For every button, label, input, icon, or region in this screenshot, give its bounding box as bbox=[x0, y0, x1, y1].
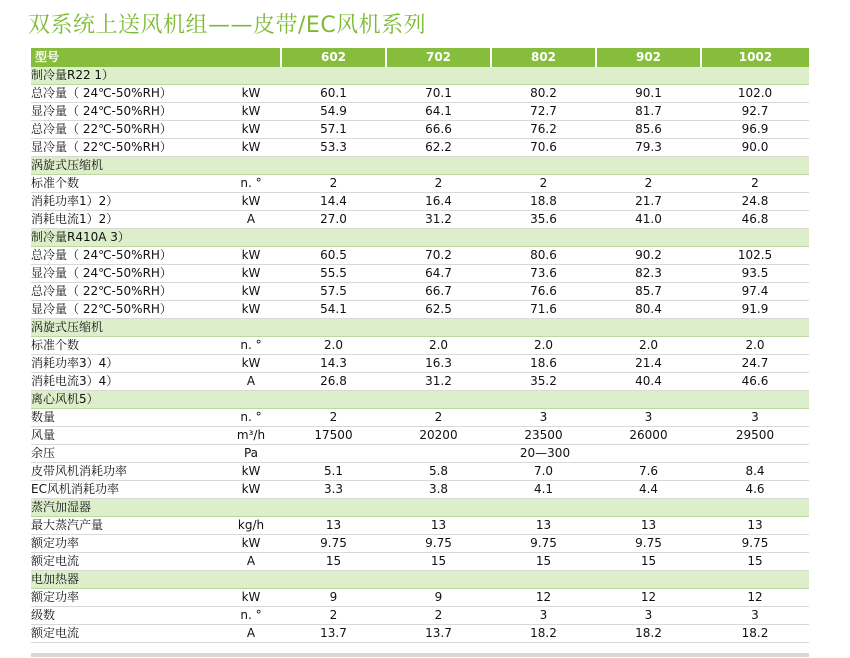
table-row bbox=[31, 211, 809, 229]
value-cell: 90.0 bbox=[701, 139, 809, 157]
row-unit: A bbox=[221, 373, 281, 391]
value-cell: 70.6 bbox=[491, 139, 596, 157]
value-cell: 7.6 bbox=[596, 463, 701, 481]
section-row bbox=[31, 499, 809, 517]
value-cell: 18.8 bbox=[491, 193, 596, 211]
row-unit: kW bbox=[221, 463, 281, 481]
section-row bbox=[31, 391, 809, 409]
value-cell: 9.75 bbox=[596, 535, 701, 553]
row-unit: kW bbox=[221, 265, 281, 283]
model-602-header: 602 bbox=[281, 48, 386, 67]
row-unit: kW bbox=[221, 481, 281, 499]
value-cell: 96.9 bbox=[701, 121, 809, 139]
value-cell: 3 bbox=[491, 607, 596, 625]
value-cell: 76.6 bbox=[491, 283, 596, 301]
value-cell: 2.0 bbox=[491, 337, 596, 355]
section-title: 蒸汽加湿器 bbox=[31, 499, 809, 517]
value-cell: 57.1 bbox=[281, 121, 386, 139]
value-cell: 9.75 bbox=[386, 535, 491, 553]
row-label: 显冷量（ 24℃-50%RH） bbox=[31, 103, 221, 121]
value-cell: 35.2 bbox=[491, 373, 596, 391]
table-row bbox=[31, 373, 809, 391]
value-cell: 2 bbox=[281, 175, 386, 193]
value-cell: 64.1 bbox=[386, 103, 491, 121]
section-title: 涡旋式压缩机 bbox=[31, 157, 809, 175]
value-cell: 24.7 bbox=[701, 355, 809, 373]
value-cell: 2 bbox=[701, 175, 809, 193]
value-cell: 9 bbox=[281, 589, 386, 607]
value-cell: 13 bbox=[386, 517, 491, 535]
value-cell: 3 bbox=[596, 607, 701, 625]
table-row bbox=[31, 625, 809, 643]
value-cell: 102.0 bbox=[701, 85, 809, 103]
row-label: 总冷量（ 24℃-50%RH） bbox=[31, 85, 221, 103]
value-cell: 60.1 bbox=[281, 85, 386, 103]
value-cell: 12 bbox=[701, 589, 809, 607]
value-cell: 91.9 bbox=[701, 301, 809, 319]
value-cell: 85.7 bbox=[596, 283, 701, 301]
value-cell: 5.8 bbox=[386, 463, 491, 481]
row-label: 余压 bbox=[31, 445, 221, 463]
row-label: 额定电流 bbox=[31, 553, 221, 571]
value-cell: 2 bbox=[596, 175, 701, 193]
table-row bbox=[31, 481, 809, 499]
table-row bbox=[31, 265, 809, 283]
model-header: 型号 bbox=[31, 48, 281, 67]
section-title: 制冷量R22 1） bbox=[31, 67, 809, 85]
row-unit: kW bbox=[221, 139, 281, 157]
row-unit: A bbox=[221, 553, 281, 571]
value-cell: 54.1 bbox=[281, 301, 386, 319]
row-label: 额定电流 bbox=[31, 625, 221, 643]
value-cell: 81.7 bbox=[596, 103, 701, 121]
section-row bbox=[31, 319, 809, 337]
value-cell: 13 bbox=[701, 517, 809, 535]
value-cell: 20200 bbox=[386, 427, 491, 445]
row-label: 总冷量（ 22℃-50%RH） bbox=[31, 121, 221, 139]
value-cell: 16.3 bbox=[386, 355, 491, 373]
row-unit: kW bbox=[221, 103, 281, 121]
page-title: 双系统上送风机组——皮带/EC风机系列 bbox=[28, 13, 427, 38]
value-cell: 13 bbox=[281, 517, 386, 535]
value-cell: 35.6 bbox=[491, 211, 596, 229]
model-702-header: 702 bbox=[386, 48, 491, 67]
value-cell: 9.75 bbox=[281, 535, 386, 553]
model-1002-header: 1002 bbox=[701, 48, 809, 67]
row-label: 消耗功率3）4） bbox=[31, 355, 221, 373]
table-row bbox=[31, 535, 809, 553]
value-cell: 2 bbox=[386, 607, 491, 625]
value-cell: 16.4 bbox=[386, 193, 491, 211]
table-row bbox=[31, 337, 809, 355]
value-cell: 13 bbox=[596, 517, 701, 535]
value-cell: 18.2 bbox=[701, 625, 809, 643]
value-cell: 70.1 bbox=[386, 85, 491, 103]
value-cell: 66.6 bbox=[386, 121, 491, 139]
value-cell: 9.75 bbox=[701, 535, 809, 553]
value-cell: 93.5 bbox=[701, 265, 809, 283]
table-row bbox=[31, 553, 809, 571]
table-row bbox=[31, 445, 809, 463]
value-cell: 27.0 bbox=[281, 211, 386, 229]
row-unit: n. ° bbox=[221, 337, 281, 355]
table-row bbox=[31, 103, 809, 121]
value-cell: 2 bbox=[386, 175, 491, 193]
value-cell: 64.7 bbox=[386, 265, 491, 283]
row-unit: kW bbox=[221, 355, 281, 373]
value-cell: 7.0 bbox=[491, 463, 596, 481]
row-label: 皮带风机消耗功率 bbox=[31, 463, 221, 481]
value-cell: 13 bbox=[491, 517, 596, 535]
table-row bbox=[31, 139, 809, 157]
value-cell: 26000 bbox=[596, 427, 701, 445]
table-row bbox=[31, 463, 809, 481]
row-unit: m³/h bbox=[221, 427, 281, 445]
row-unit: kW bbox=[221, 85, 281, 103]
row-unit: n. ° bbox=[221, 175, 281, 193]
value-cell: 26.8 bbox=[281, 373, 386, 391]
value-cell: 102.5 bbox=[701, 247, 809, 265]
value-cell: 3 bbox=[701, 607, 809, 625]
value-cell: 31.2 bbox=[386, 373, 491, 391]
value-cell: 12 bbox=[491, 589, 596, 607]
value-cell: 80.6 bbox=[491, 247, 596, 265]
row-unit: kW bbox=[221, 247, 281, 265]
value-cell: 24.8 bbox=[701, 193, 809, 211]
value-cell: 92.7 bbox=[701, 103, 809, 121]
table-row bbox=[31, 427, 809, 445]
section-title: 制冷量R410A 3） bbox=[31, 229, 809, 247]
row-unit: A bbox=[221, 625, 281, 643]
value-cell: 15 bbox=[701, 553, 809, 571]
value-cell: 15 bbox=[491, 553, 596, 571]
value-cell: 18.2 bbox=[491, 625, 596, 643]
value-cell: 2.0 bbox=[281, 337, 386, 355]
value-cell: 40.4 bbox=[596, 373, 701, 391]
value-cell: 13.7 bbox=[281, 625, 386, 643]
row-unit: n. ° bbox=[221, 607, 281, 625]
row-label: 标准个数 bbox=[31, 175, 221, 193]
value-cell: 12 bbox=[596, 589, 701, 607]
model-802-header: 802 bbox=[491, 48, 596, 67]
row-label: 显冷量（ 22℃-50%RH） bbox=[31, 139, 221, 157]
section-row bbox=[31, 229, 809, 247]
section-title: 离心风机5） bbox=[31, 391, 809, 409]
value-cell: 76.2 bbox=[491, 121, 596, 139]
row-label: 最大蒸汽产量 bbox=[31, 517, 221, 535]
merged-value-cell: 20—300 bbox=[281, 445, 809, 463]
value-cell: 31.2 bbox=[386, 211, 491, 229]
row-label: 额定功率 bbox=[31, 535, 221, 553]
row-unit: kW bbox=[221, 535, 281, 553]
value-cell: 4.4 bbox=[596, 481, 701, 499]
value-cell: 15 bbox=[281, 553, 386, 571]
value-cell: 62.5 bbox=[386, 301, 491, 319]
row-unit: Pa bbox=[221, 445, 281, 463]
table-row bbox=[31, 193, 809, 211]
row-label: 数量 bbox=[31, 409, 221, 427]
table-row bbox=[31, 301, 809, 319]
value-cell: 57.5 bbox=[281, 283, 386, 301]
value-cell: 2.0 bbox=[701, 337, 809, 355]
row-unit: kW bbox=[221, 193, 281, 211]
value-cell: 4.6 bbox=[701, 481, 809, 499]
table-row bbox=[31, 607, 809, 625]
value-cell: 2.0 bbox=[596, 337, 701, 355]
value-cell: 29500 bbox=[701, 427, 809, 445]
value-cell: 82.3 bbox=[596, 265, 701, 283]
section-row bbox=[31, 571, 809, 589]
value-cell: 54.9 bbox=[281, 103, 386, 121]
row-label: 标准个数 bbox=[31, 337, 221, 355]
value-cell: 18.6 bbox=[491, 355, 596, 373]
value-cell: 23500 bbox=[491, 427, 596, 445]
row-label: 消耗电流1）2） bbox=[31, 211, 221, 229]
value-cell: 21.7 bbox=[596, 193, 701, 211]
value-cell: 3 bbox=[491, 409, 596, 427]
value-cell: 41.0 bbox=[596, 211, 701, 229]
row-label: 级数 bbox=[31, 607, 221, 625]
value-cell: 79.3 bbox=[596, 139, 701, 157]
value-cell: 18.2 bbox=[596, 625, 701, 643]
value-cell: 55.5 bbox=[281, 265, 386, 283]
row-label: 风量 bbox=[31, 427, 221, 445]
row-label: 显冷量（ 24℃-50%RH） bbox=[31, 265, 221, 283]
row-unit: kg/h bbox=[221, 517, 281, 535]
row-label: 消耗电流3）4） bbox=[31, 373, 221, 391]
value-cell: 4.1 bbox=[491, 481, 596, 499]
value-cell: 15 bbox=[386, 553, 491, 571]
table-row bbox=[31, 517, 809, 535]
value-cell: 13.7 bbox=[386, 625, 491, 643]
value-cell: 90.2 bbox=[596, 247, 701, 265]
value-cell: 62.2 bbox=[386, 139, 491, 157]
table-row bbox=[31, 283, 809, 301]
bottom-divider bbox=[31, 653, 809, 657]
section-row bbox=[31, 157, 809, 175]
row-label: 总冷量（ 24℃-50%RH） bbox=[31, 247, 221, 265]
value-cell: 2.0 bbox=[386, 337, 491, 355]
row-label: 消耗功率1）2） bbox=[31, 193, 221, 211]
value-cell: 9 bbox=[386, 589, 491, 607]
value-cell: 80.4 bbox=[596, 301, 701, 319]
value-cell: 17500 bbox=[281, 427, 386, 445]
value-cell: 3 bbox=[596, 409, 701, 427]
value-cell: 5.1 bbox=[281, 463, 386, 481]
value-cell: 14.3 bbox=[281, 355, 386, 373]
value-cell: 21.4 bbox=[596, 355, 701, 373]
value-cell: 3.8 bbox=[386, 481, 491, 499]
row-unit: A bbox=[221, 211, 281, 229]
value-cell: 80.2 bbox=[491, 85, 596, 103]
value-cell: 70.2 bbox=[386, 247, 491, 265]
value-cell: 46.6 bbox=[701, 373, 809, 391]
value-cell: 2 bbox=[281, 409, 386, 427]
row-unit: kW bbox=[221, 589, 281, 607]
value-cell: 53.3 bbox=[281, 139, 386, 157]
value-cell: 3.3 bbox=[281, 481, 386, 499]
table-row bbox=[31, 409, 809, 427]
header-row bbox=[31, 48, 809, 67]
table-row bbox=[31, 121, 809, 139]
row-unit: kW bbox=[221, 121, 281, 139]
value-cell: 3 bbox=[701, 409, 809, 427]
value-cell: 72.7 bbox=[491, 103, 596, 121]
value-cell: 90.1 bbox=[596, 85, 701, 103]
spec-table-body bbox=[31, 67, 809, 643]
section-title: 电加热器 bbox=[31, 571, 809, 589]
value-cell: 15 bbox=[596, 553, 701, 571]
table-row bbox=[31, 247, 809, 265]
table-row bbox=[31, 589, 809, 607]
row-unit: kW bbox=[221, 283, 281, 301]
value-cell: 60.5 bbox=[281, 247, 386, 265]
value-cell: 73.6 bbox=[491, 265, 596, 283]
value-cell: 9.75 bbox=[491, 535, 596, 553]
model-902-header: 902 bbox=[596, 48, 701, 67]
row-label: EC风机消耗功率 bbox=[31, 481, 221, 499]
row-unit: n. ° bbox=[221, 409, 281, 427]
row-unit: kW bbox=[221, 301, 281, 319]
table-row bbox=[31, 355, 809, 373]
value-cell: 85.6 bbox=[596, 121, 701, 139]
table-row bbox=[31, 85, 809, 103]
value-cell: 66.7 bbox=[386, 283, 491, 301]
value-cell: 2 bbox=[386, 409, 491, 427]
row-label: 额定功率 bbox=[31, 589, 221, 607]
value-cell: 71.6 bbox=[491, 301, 596, 319]
section-title: 涡旋式压缩机 bbox=[31, 319, 809, 337]
value-cell: 2 bbox=[491, 175, 596, 193]
row-label: 总冷量（ 22℃-50%RH） bbox=[31, 283, 221, 301]
table-row bbox=[31, 175, 809, 193]
value-cell: 46.8 bbox=[701, 211, 809, 229]
value-cell: 97.4 bbox=[701, 283, 809, 301]
row-label: 显冷量（ 22℃-50%RH） bbox=[31, 301, 221, 319]
value-cell: 8.4 bbox=[701, 463, 809, 481]
value-cell: 14.4 bbox=[281, 193, 386, 211]
section-row bbox=[31, 67, 809, 85]
value-cell: 2 bbox=[281, 607, 386, 625]
spec-table bbox=[31, 48, 809, 643]
